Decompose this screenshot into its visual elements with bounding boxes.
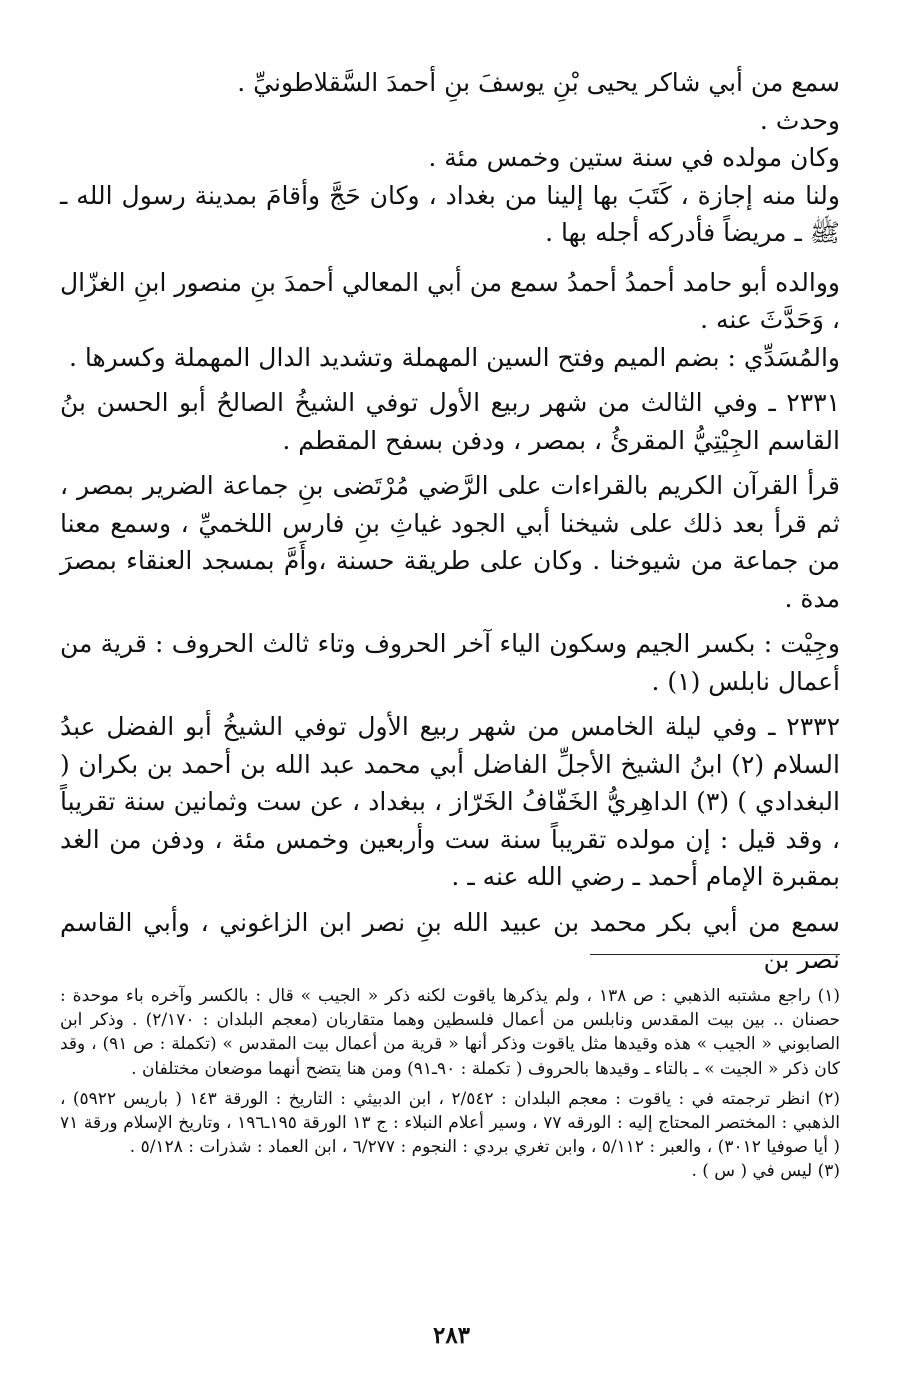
paragraph-6: والمُسَدِّي : بضم الميم وفتح السين المهملة وتشديد الدال المهملة وكسرها .	[68, 342, 840, 372]
footnote-divider	[590, 954, 840, 955]
footnote-2: (٢) انظر ترجمته في : ياقوت : معجم البلدان : ٢/٥٤٢ ، ابن الدبيثي : التاريخ : الورقة ١٤٣ ( باريس ٥٩٢٢) ، الذهبي : المختصر المحتاج إليه : الورقه ٧٧ ، وسير أعلام النبلاء : ج ١٣ الورقة ١٩٥ـ١٩٦ ، وتاريخ الإسلام ورقة ٧١ ( أيا صوفيا ٣٠١٢) ، والعبر : ٥/١١٢ ، وابن تغري بردي : النجوم : ٦/٢٧٧ ، ابن العماد : شذرات : ٥/١٢٨ .	[60, 1088, 840, 1158]
footnote-3: (٣) ليس في ( س ) .	[691, 1161, 840, 1182]
paragraph-2: وحدث .	[759, 105, 840, 135]
page-number: ٢٨٣	[432, 1322, 471, 1349]
paragraph-4: ولنا منه إجازة ، كَتَبَ بها إلينا من بغداد ، وكان حَجَّ وأقامَ بمدينة رسول الله ـ ﷺ ـ مريضاً فأدركه أجله بها .	[60, 180, 840, 247]
paragraph-1: سمع من أبي شاكر يحيى بْنِ يوسفَ بنِ أحمدَ السَّقلاطونيِّ .	[237, 68, 840, 97]
entry-2331: ٢٣٣١ ـ وفي الثالث من شهر ربيع الأول توفي الشيخُ الصالحُ أبو الحسن بنُ القاسم الجِيْتِيُّ المقرئُ ، بمصر ، ودفن بسفح المقطم .	[60, 388, 840, 455]
paragraph-9: وجِيْت : بكسر الجيم وسكون الياء آخر الحروف وتاء ثالث الحروف : قرية من أعمال نابلس (١) .	[60, 629, 840, 696]
paragraph-8: قرأ القرآن الكريم بالقراءات على الرَّضي مُرْتَضى بنِ جماعة الضرير بمصر ، ثم قرأ بعد ذلك على شيخنا أبي الجود غياثِ بنِ فارس اللخميِّ ، وسمع معنا من جماعة من شيوخنا . وكان على طريقة حسنة ،وأَمَّ بمسجد العنقاء بمصرَ مدة .	[60, 471, 840, 613]
entry-2332: ٢٣٣٢ ـ وفي ليلة الخامس من شهر ربيع الأول توفي الشيخُ أبو الفضل عبدُ السلام (٢) ابنُ الشيخ الأجلِّ الفاضل أبي محمد عبد الله بن أحمد بن بكران ( البغدادي ) (٣) الداهِريُّ الخَفّافُ الخَرّاز ، ببغداد ، عن ست وثمانين سنة تقريباً ، وقد قيل : إن مولده تقريباً سنة ست وأربعين وخمس مئة ، ودفن من الغد بمقبرة الإمام أحمد ـ رضي الله عنه ـ .	[60, 712, 840, 891]
paragraph-11: سمع من أبي بكر محمد بن عبيد الله بنِ نصر ابن الزاغوني ، وأبي القاسم نصر بن	[60, 907, 840, 974]
paragraph-5: ووالده أبو حامد أحمدُ أحمدُ سمع من أبي المعالي أحمدَ بنِ منصور ابنِ الغزّال ، وَحَدَّثَ عنه .	[60, 267, 840, 334]
footnotes	[60, 984, 840, 1184]
footnote-1: (١) راجع مشتبه الذهبي : ص ١٣٨ ، ولم يذكرها ياقوت لكنه ذكر « الجيب » قال : بالكسر وآخره باء موحدة : حصنان .. بين بيت المقدس ونابلس من أعمال فلسطين وهما متقاربان (معجم البلدان : ٢/١٧٠) . وذكر ابن الصابوني « الجيب » هذه وقيدها مثل ياقوت وذكر أنها « قرية من أعمال بيت المقدس » (تكملة : ص ٩١) ، وقد كان ذكر « الجيت » ـ بالتاء ـ وقيدها بالحروف ( تكملة : ٩٠ـ٩١) ومن هنا يتضح أنهما موضعان مختلفان .	[60, 986, 840, 1079]
paragraph-3: وكان مولده في سنة ستين وخمس مئة .	[428, 143, 840, 172]
main-text	[60, 64, 840, 979]
